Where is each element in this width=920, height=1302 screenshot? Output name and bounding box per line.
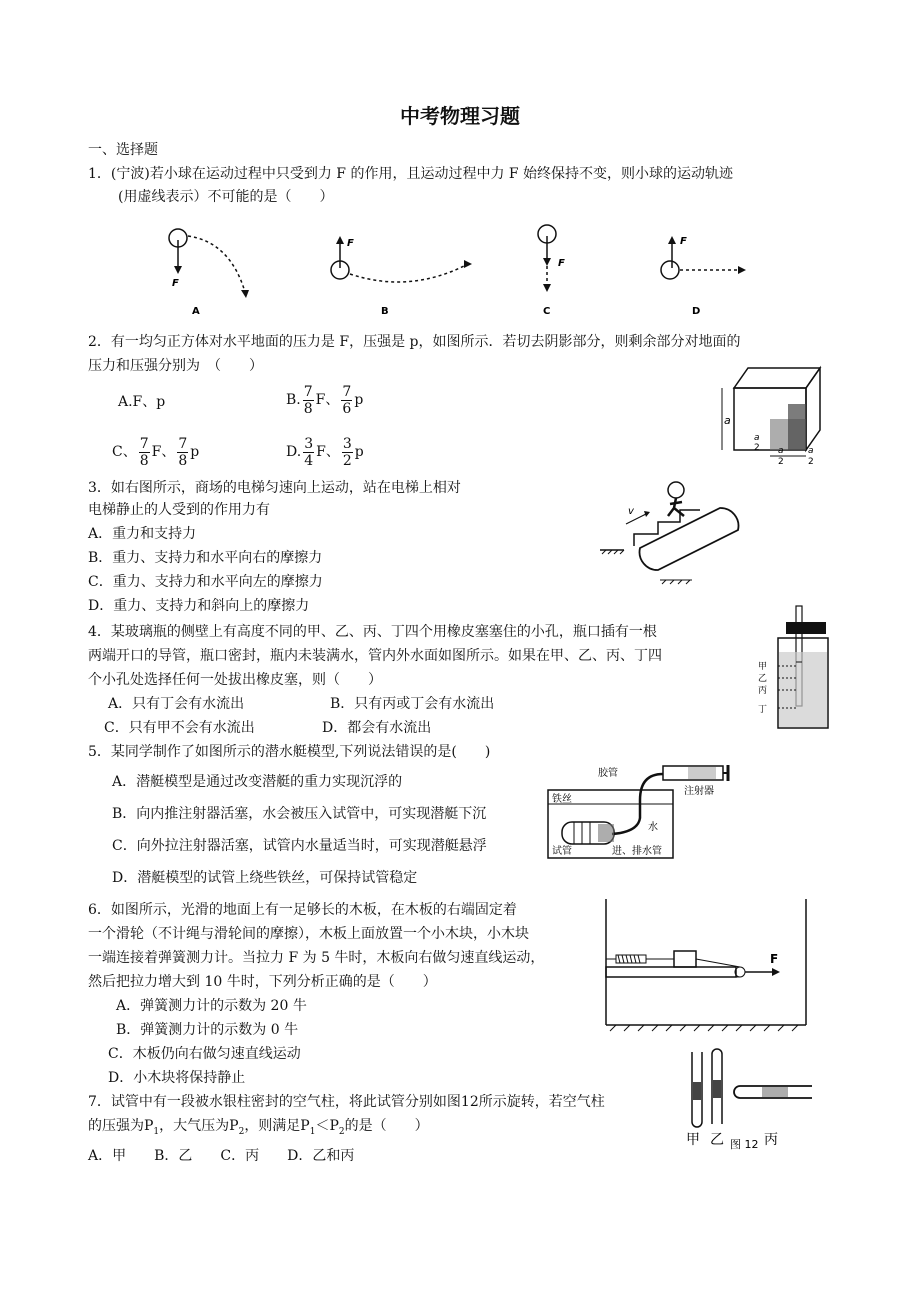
q4-option-b: B．只有丙或丁会有水流出 bbox=[330, 696, 495, 712]
label-pipe: 进、排水管 bbox=[612, 846, 662, 857]
section-heading: 一、选择题 bbox=[88, 142, 158, 158]
q3-option-d: D．重力、支持力和斜向上的摩擦力 bbox=[88, 598, 310, 614]
page-title: 中考物理习题 bbox=[400, 104, 520, 128]
velocity-label: v bbox=[628, 506, 634, 517]
q6-line2: 一个滑轮（不计绳与滑轮间的摩擦），木板上面放置一个小木块，小木块 bbox=[88, 926, 529, 942]
q2-line1: 2．有一均匀正方体对水平地面的压力是 F，压强是 p，如图所示．若切去阴影部分，则剩余部分对地面的 bbox=[88, 334, 741, 350]
force-arrow-a bbox=[174, 266, 182, 274]
person-head bbox=[668, 482, 684, 498]
label-jia: 甲 bbox=[686, 1132, 700, 1148]
force-arrow-b bbox=[336, 236, 344, 244]
q1-line2: (用虚线表示）不可能的是（ ） bbox=[118, 189, 334, 205]
label-d: D bbox=[692, 306, 701, 317]
q4-line1: 4．某玻璃瓶的侧壁上有高度不同的甲、乙、丙、丁四个用橡皮塞塞住的小孔，瓶口插有一根 bbox=[88, 624, 657, 640]
edge-label-a: a bbox=[724, 414, 731, 427]
ball-d bbox=[661, 261, 679, 279]
force-arrow-d bbox=[668, 236, 676, 244]
label-two-3: 2 bbox=[808, 457, 814, 467]
force-label-c: F bbox=[558, 258, 565, 269]
label-c: C bbox=[543, 306, 551, 317]
q2-cube-figure bbox=[712, 360, 832, 470]
q4-line2: 两端开口的导管，瓶口密封，瓶内未装满水，管内外水面如图所示。如果在甲、乙、丙、丁四 bbox=[88, 648, 662, 664]
q5-submarine-figure bbox=[548, 760, 733, 860]
q1-figure bbox=[150, 220, 750, 320]
label-yi: 乙 bbox=[710, 1132, 724, 1148]
q6-line3: 一端连接着弹簧测力计。当拉力 F 为 5 牛时，木板向右做匀速直线运动， bbox=[88, 950, 545, 966]
q7-tube-figure bbox=[684, 1044, 824, 1156]
label-b: B bbox=[381, 306, 389, 317]
q7-options: A．甲 B．乙 C．丙 D．乙和丙 bbox=[88, 1148, 355, 1164]
q6-line4: 然后把拉力增大到 10 牛时，下列分析正确的是（ ） bbox=[88, 974, 437, 990]
q4-line3: 个小孔处选择任何一处拔出橡皮塞，则（ ） bbox=[88, 672, 382, 688]
q5-option-c: C．向外拉注射器活塞，试管内水量适当时，可实现潜艇悬浮 bbox=[112, 838, 487, 854]
q3-escalator-figure bbox=[600, 478, 770, 583]
q6-line1: 6．如图所示，光滑的地面上有一足够长的木板，在木板的右端固定着 bbox=[88, 902, 517, 918]
hole-bing: 丙 bbox=[758, 686, 768, 696]
label-a-half-2: a bbox=[778, 446, 784, 456]
figure-caption: 图 12 bbox=[730, 1138, 759, 1151]
wood-board bbox=[606, 967, 736, 977]
label-syringe: 注射器 bbox=[684, 786, 714, 797]
label-a-half-1: a bbox=[754, 433, 760, 443]
q6-option-a: A．弹簧测力计的示数为 20 牛 bbox=[116, 998, 307, 1014]
force-label-a: F bbox=[172, 278, 179, 289]
q5-option-a: A．潜艇模型是通过改变潜艇的重力实现沉浮的 bbox=[112, 774, 403, 790]
stopper bbox=[786, 622, 826, 634]
q2-option-a: A.F、p bbox=[118, 394, 166, 410]
q5-line1: 5．某同学制作了如图所示的潜水艇模型,下列说法错误的是( ) bbox=[88, 744, 491, 760]
path-a bbox=[188, 236, 245, 292]
hole-jia: 甲 bbox=[758, 662, 768, 672]
q6-board-figure bbox=[600, 895, 815, 1035]
q3-line1: 3．如右图所示，商场的电梯匀速向上运动，站在电梯上相对 bbox=[88, 480, 461, 496]
q4-option-c: C．只有甲不会有水流出 bbox=[104, 720, 255, 736]
q4-option-d: D．都会有水流出 bbox=[322, 720, 432, 736]
label-two-2: 2 bbox=[778, 457, 784, 467]
label-bing: 丙 bbox=[764, 1132, 778, 1148]
q3-option-b: B．重力、支持力和水平向右的摩擦力 bbox=[88, 550, 323, 566]
q3-option-a: A．重力和支持力 bbox=[88, 526, 197, 542]
q2-option-b: B. $\frac{7}{8}$ F、 $\frac{7}{6}$ p bbox=[286, 383, 364, 417]
label-a: A bbox=[192, 306, 200, 317]
q5-option-d: D．潜艇模型的试管上绕些铁丝，可保持试管稳定 bbox=[112, 870, 418, 886]
q7-line1: 7．试管中有一段被水银柱密封的空气柱，将此试管分别如图12所示旋转，若空气柱 bbox=[88, 1094, 605, 1110]
q6-option-b: B．弹簧测力计的示数为 0 牛 bbox=[116, 1022, 299, 1038]
path-b bbox=[350, 264, 468, 282]
hole-yi: 乙 bbox=[758, 674, 768, 684]
q2-line2: 压力和压强分别为 （ ） bbox=[88, 358, 263, 374]
label-water: 水 bbox=[648, 822, 658, 833]
force-label-d: F bbox=[680, 236, 687, 247]
q1-line1: 1．(宁波)若小球在运动过程中只受到力 F 的作用，且运动过程中力 F 始终保持不变，则小球的运动轨迹 bbox=[88, 166, 734, 182]
q4-bottle-figure bbox=[752, 604, 832, 734]
hole-ding: 丁 bbox=[758, 705, 768, 715]
label-tube: 试管 bbox=[552, 846, 572, 857]
wood-block bbox=[674, 951, 696, 967]
q2-option-d: D. $\frac{3}{4}$ F、 $\frac{3}{2}$ p bbox=[286, 435, 364, 469]
label-wire: 铁丝 bbox=[552, 794, 572, 805]
q4-option-a: A．只有丁会有水流出 bbox=[108, 696, 245, 712]
q2-option-c: C、 $\frac{7}{8}$ F、 $\frac{7}{8}$ p bbox=[112, 435, 200, 469]
force-arrow-c bbox=[543, 258, 551, 266]
force-label-b: F bbox=[347, 238, 354, 249]
force-label: F bbox=[770, 952, 779, 966]
q7-line2: 的压强为$P_1$，大气压为$P_2$，则满足$P_1<P_2$的是（ ） bbox=[88, 1118, 429, 1137]
q6-option-c: C．木板仍向右做匀速直线运动 bbox=[108, 1046, 301, 1062]
q6-option-d: D．小木块将保持静止 bbox=[108, 1070, 246, 1086]
label-two-1: 2 bbox=[754, 443, 760, 453]
q3-option-c: C．重力、支持力和水平向左的摩擦力 bbox=[88, 574, 323, 590]
q3-line2: 电梯静止的人受到的作用力有 bbox=[88, 502, 270, 518]
q5-option-b: B．向内推注射器活塞，水会被压入试管中，可实现潜艇下沉 bbox=[112, 806, 487, 822]
label-a-half-3: a bbox=[808, 446, 814, 456]
label-hose: 胶管 bbox=[598, 768, 618, 779]
